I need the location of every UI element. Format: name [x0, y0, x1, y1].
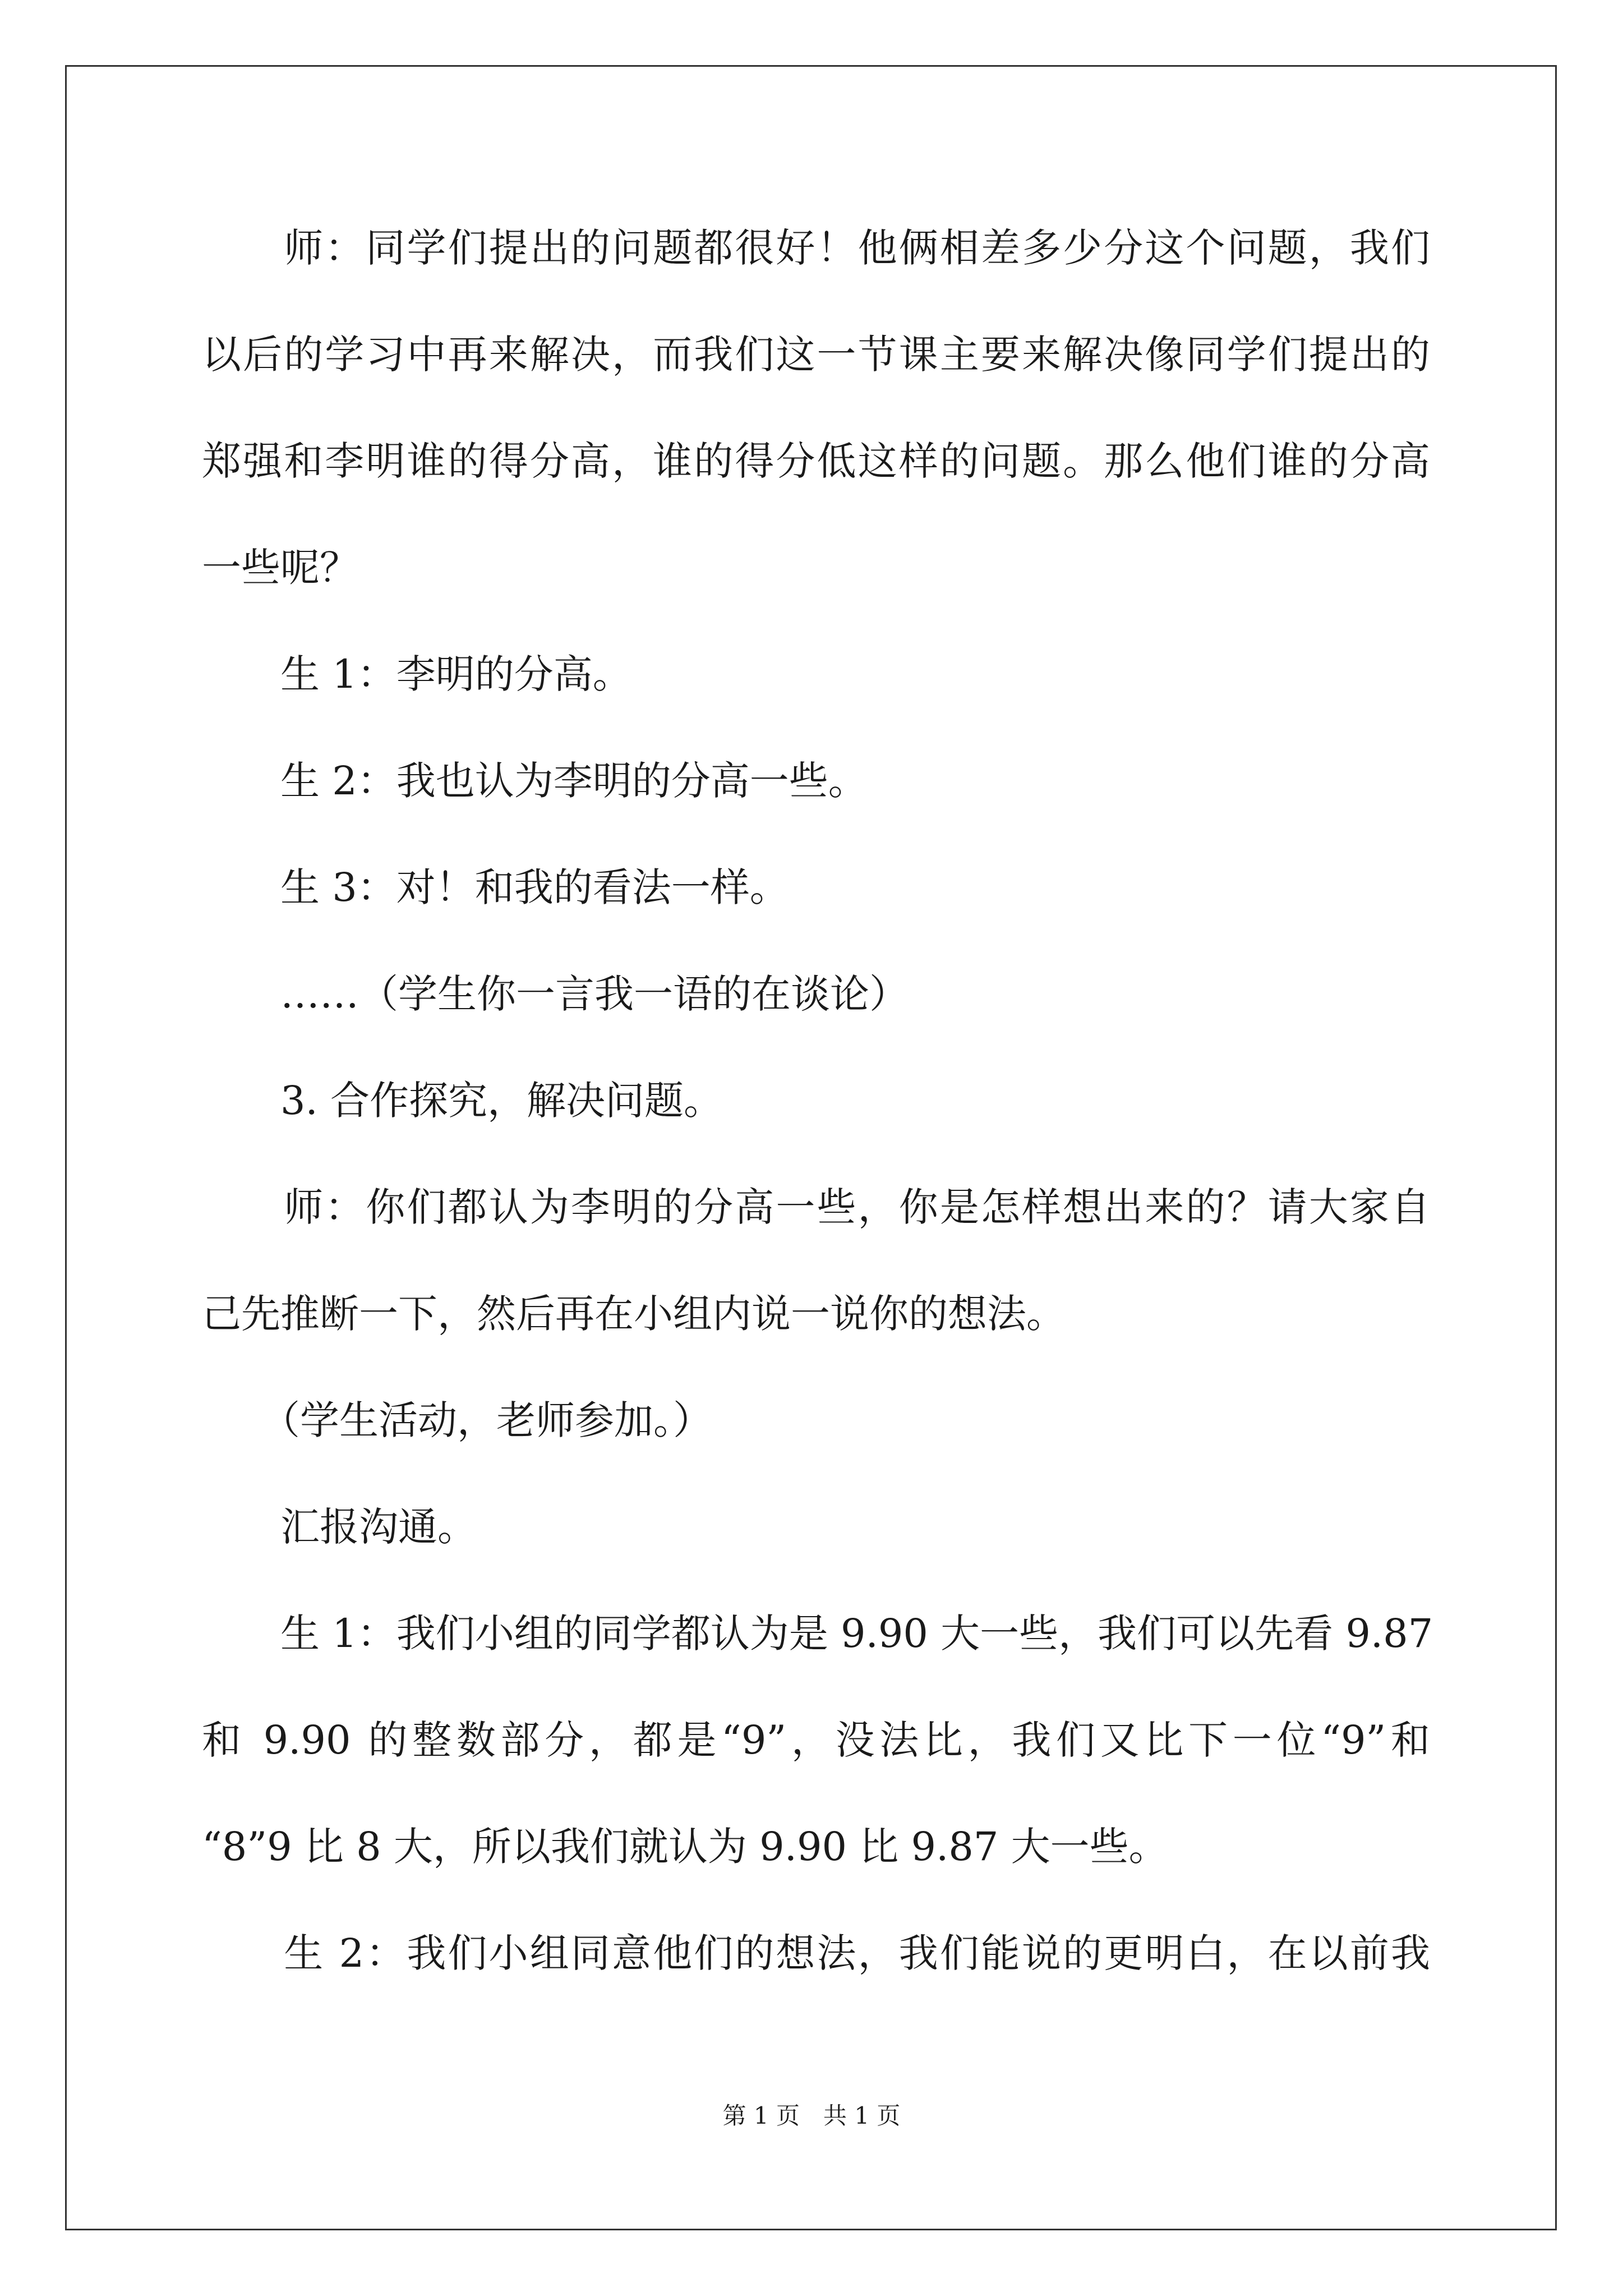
paragraph-line: 己先推断一下，然后再在小组内说一说你的想法。	[202, 1291, 1066, 1337]
paragraph-line: 生 1：我们小组的同学都认为是 9.90 大一些，我们可以先看 9.87	[202, 1611, 1433, 1657]
paragraph-line: 汇报沟通。	[202, 1504, 477, 1550]
paragraph-line: 和 9.90 的整数部分，都是“9”，没法比，我们又比下一位“9”和	[202, 1717, 1430, 1763]
paragraph-line: 生 1：李明的分高。	[202, 651, 632, 697]
paragraph-line: 以后的学习中再来解决，而我们这一节课主要来解决像同学们提出的	[202, 332, 1430, 378]
paragraph-line: 师：同学们提出的问题都很好！他俩相差多少分这个问题，我们	[202, 225, 1430, 271]
paragraph-line: 生 2：我也认为李明的分高一些。	[202, 758, 868, 804]
paragraph-line: “8”9 比 8 大，所以我们就认为 9.90 比 9.87 大一些。	[202, 1824, 1168, 1870]
paragraph-line: （学生活动，老师参加。）	[202, 1397, 712, 1443]
paragraph-line: 一些呢？	[202, 545, 359, 591]
paragraph-line: 3. 合作探究，解决问题。	[202, 1078, 723, 1124]
paragraph-line: 生 3：对！和我的看法一样。	[202, 864, 789, 910]
page-number-footer: 第 1 页 共 1 页	[722, 2102, 901, 2129]
paragraph-line: 生 2：我们小组同意他们的想法，我们能说的更明白，在以前我	[202, 1930, 1430, 1976]
paragraph-line: 师：你们都认为李明的分高一些，你是怎样想出来的？请大家自	[202, 1184, 1430, 1230]
paragraph-line: ……（学生你一言我一语的在谈论）	[202, 971, 909, 1017]
paragraph-line: 郑强和李明谁的得分高，谁的得分低这样的问题。那么他们谁的分高	[202, 438, 1430, 484]
document-body	[202, 0, 1433, 2076]
